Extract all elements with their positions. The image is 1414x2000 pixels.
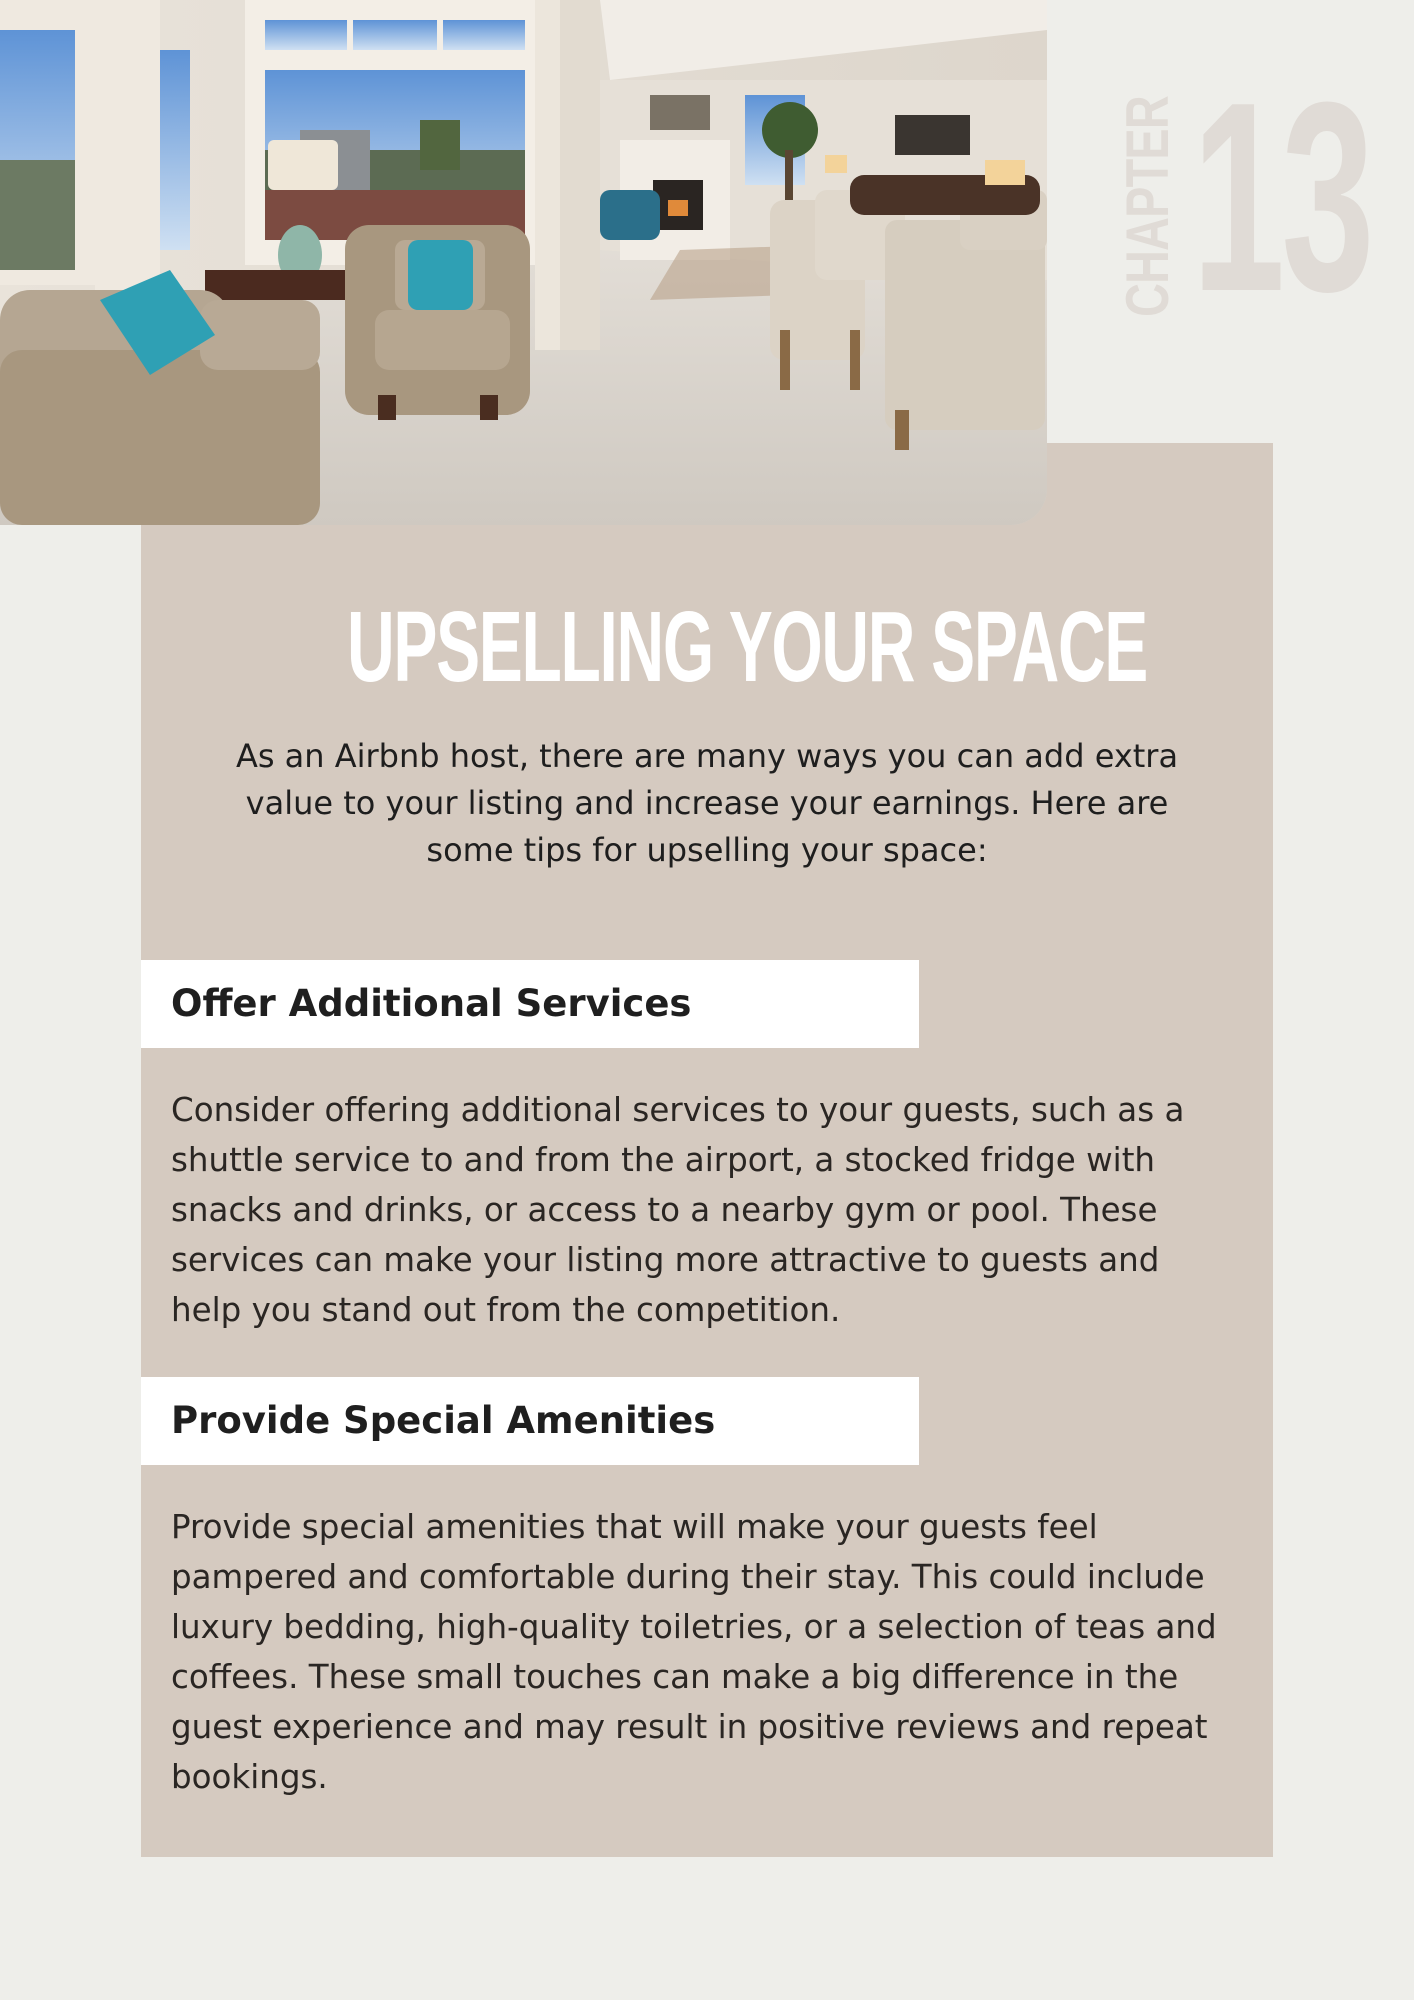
chapter-label: CHAPTER (1113, 95, 1181, 317)
section-heading-box-special-amenities (141, 1377, 919, 1465)
hero-living-room-image (0, 0, 1047, 525)
intro-paragraph: As an Airbnb host, there are many ways you can add extra value to your listing and increase your earnings. Here are some tips for upselling your space: (235, 737, 1179, 869)
section-body-additional-services: Consider offering additional services to your guests, such as a shuttle service to and from the airport, a stocked fridge with snacks and drinks, or access to a nearby gym or pool. These services can make your listing more attractive to guests and help you stand out from the competition. (171, 1091, 1185, 1329)
section-body-special-amenities: Provide special amenities that will make your guests feel pampered and comfortable during their stay. This could include luxury bedding, high-quality toiletries, or a selection of teas and coffees. These small touches can make a big difference in the guest experience and may result in positive reviews and repeat bookings. (171, 1508, 1217, 1796)
chapter-number: 13 (1192, 47, 1371, 348)
living-room-illustration (0, 0, 1047, 525)
section-heading-special-amenities: Provide Special Amenities (171, 1399, 716, 1442)
page-title: UPSELLING YOUR SPACE (347, 591, 1148, 703)
section-heading-box-additional-services (141, 960, 919, 1048)
section-heading-additional-services: Offer Additional Services (171, 982, 692, 1025)
